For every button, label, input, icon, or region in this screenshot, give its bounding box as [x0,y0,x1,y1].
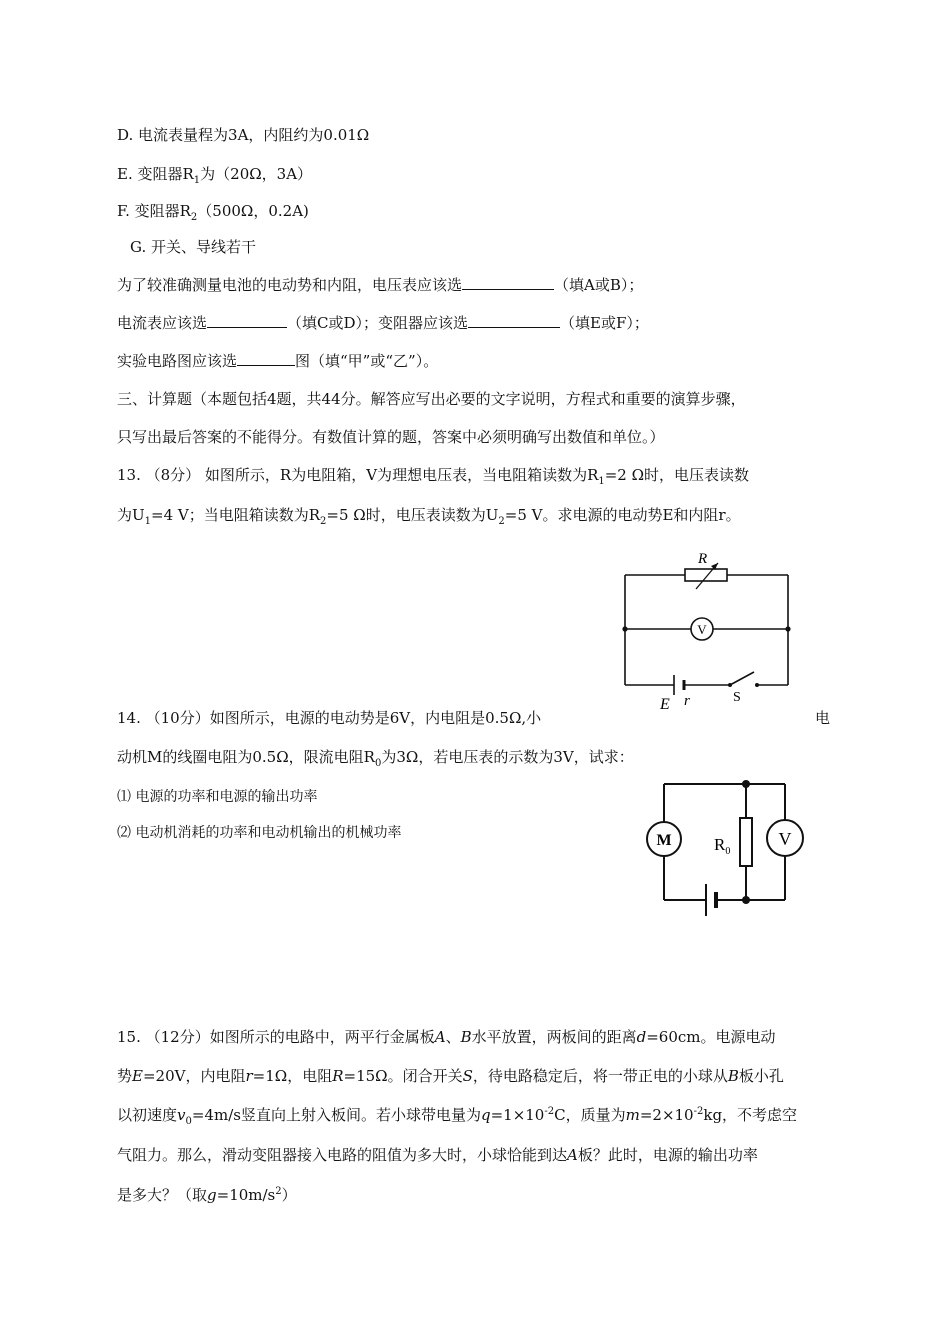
q13-circuit-diagram [600,545,810,715]
svg-text:R: R [698,551,708,567]
q14-part-2: ⑵ 电动机消耗的功率和电动机输出的机械功率 [117,825,402,841]
section-3-line-1: 三、计算题（本题包括4题，共44分。解答应写出必要的文字说明，方程式和重要的演算步骤， [117,390,746,408]
fill-line-1: 为了较准确测量电池的电动势和内阻，电压表应该选 （填A或B）； [117,276,644,294]
resistance-box [685,569,727,581]
answer-blank-rheostat[interactable] [468,313,560,328]
fill-line-2: 电流表应该选 （填C或D）；变阻器应该选 （填E或F）； [117,314,649,332]
svg-text:V: V [778,829,792,849]
q15-line-4: 气阻力。那么，滑动变阻器接入电路的阻值为多大时，小球恰能到达A板？此时，电源的输出功率 [117,1146,758,1164]
battery-icon [706,884,716,916]
q14-line-2: 动机M的线圈电阻为0.5Ω，限流电阻$R_0$为3Ω，若电压表的示数为3V，试求： [117,748,634,769]
svg-text:V: V [697,622,707,637]
option-f: F. 变阻器$R_2(500\Omega$，0.2A) [117,202,309,223]
battery-icon [674,675,684,695]
q15-line-3: 以初速度$v_0=4m/s$竖直向上射入板间。若小球带电量为$q=1\times 10^{-2}C$，质量为$m=2\times 10^{-2}kg$，不考虑空 [117,1106,798,1127]
q14-line-1-end: 电 [815,709,831,727]
q14-part-1: ⑴ 电源的功率和电源的输出功率 [117,789,318,805]
answer-blank-voltmeter[interactable] [462,275,554,290]
svg-text:S: S [733,690,741,705]
q13-line-1: 13. （8分） 如图所示，R为电阻箱，V为理想电压表，当电阻箱读数为$R_1=2$ Ω时，电压表读数 [117,466,750,487]
q14-line-1: 14. （10分）如图所示，电源的电动势是6V，内电阻是0.5Ω,小 [117,709,542,727]
svg-text:R0: $R_0$ [714,835,731,857]
q14-circuit-diagram [640,770,815,930]
svg-text:E: E [660,696,670,713]
q15-line-1: 15. （12分）如图所示的电路中，两平行金属板A、B水平放置，两板间的距离d=60cm。电源电动 [117,1028,776,1046]
q15-line-2: 势E=20V，内电阻r=1Ω，电阻R=15Ω。闭合开关S，待电路稳定后，将一带正电的小球从B板小孔 [117,1067,784,1085]
option-g: G. 开关、导线若干 [130,238,256,256]
fill-line-3: 实验电路图应该选 图（填“甲”或“乙”）。 [117,352,439,370]
q13-line-2: 为$U_1=4$ V；当电阻箱读数为$R_2=5$ Ω时，电压表读数为$U_2=5$ V。求电源的电动势E和内阻r。 [117,506,741,527]
resistor-r0 [740,818,752,866]
answer-blank-ammeter[interactable] [207,313,287,328]
svg-text:r: r [684,693,690,709]
option-d: D. 电流表量程为3A，内阻约为0.01Ω [117,126,370,144]
section-3-line-2: 只写出最后答案的不能得分。有数值计算的题，答案中必须明确写出数值和单位。） [117,428,665,446]
option-e: E. 变阻器$R_1$为（20Ω，3A） [117,165,313,186]
answer-blank-circuit[interactable] [237,351,295,366]
svg-text:M: M [656,832,672,849]
q15-line-5: 是多大？（取$g=10m/s^2$） [117,1186,297,1204]
